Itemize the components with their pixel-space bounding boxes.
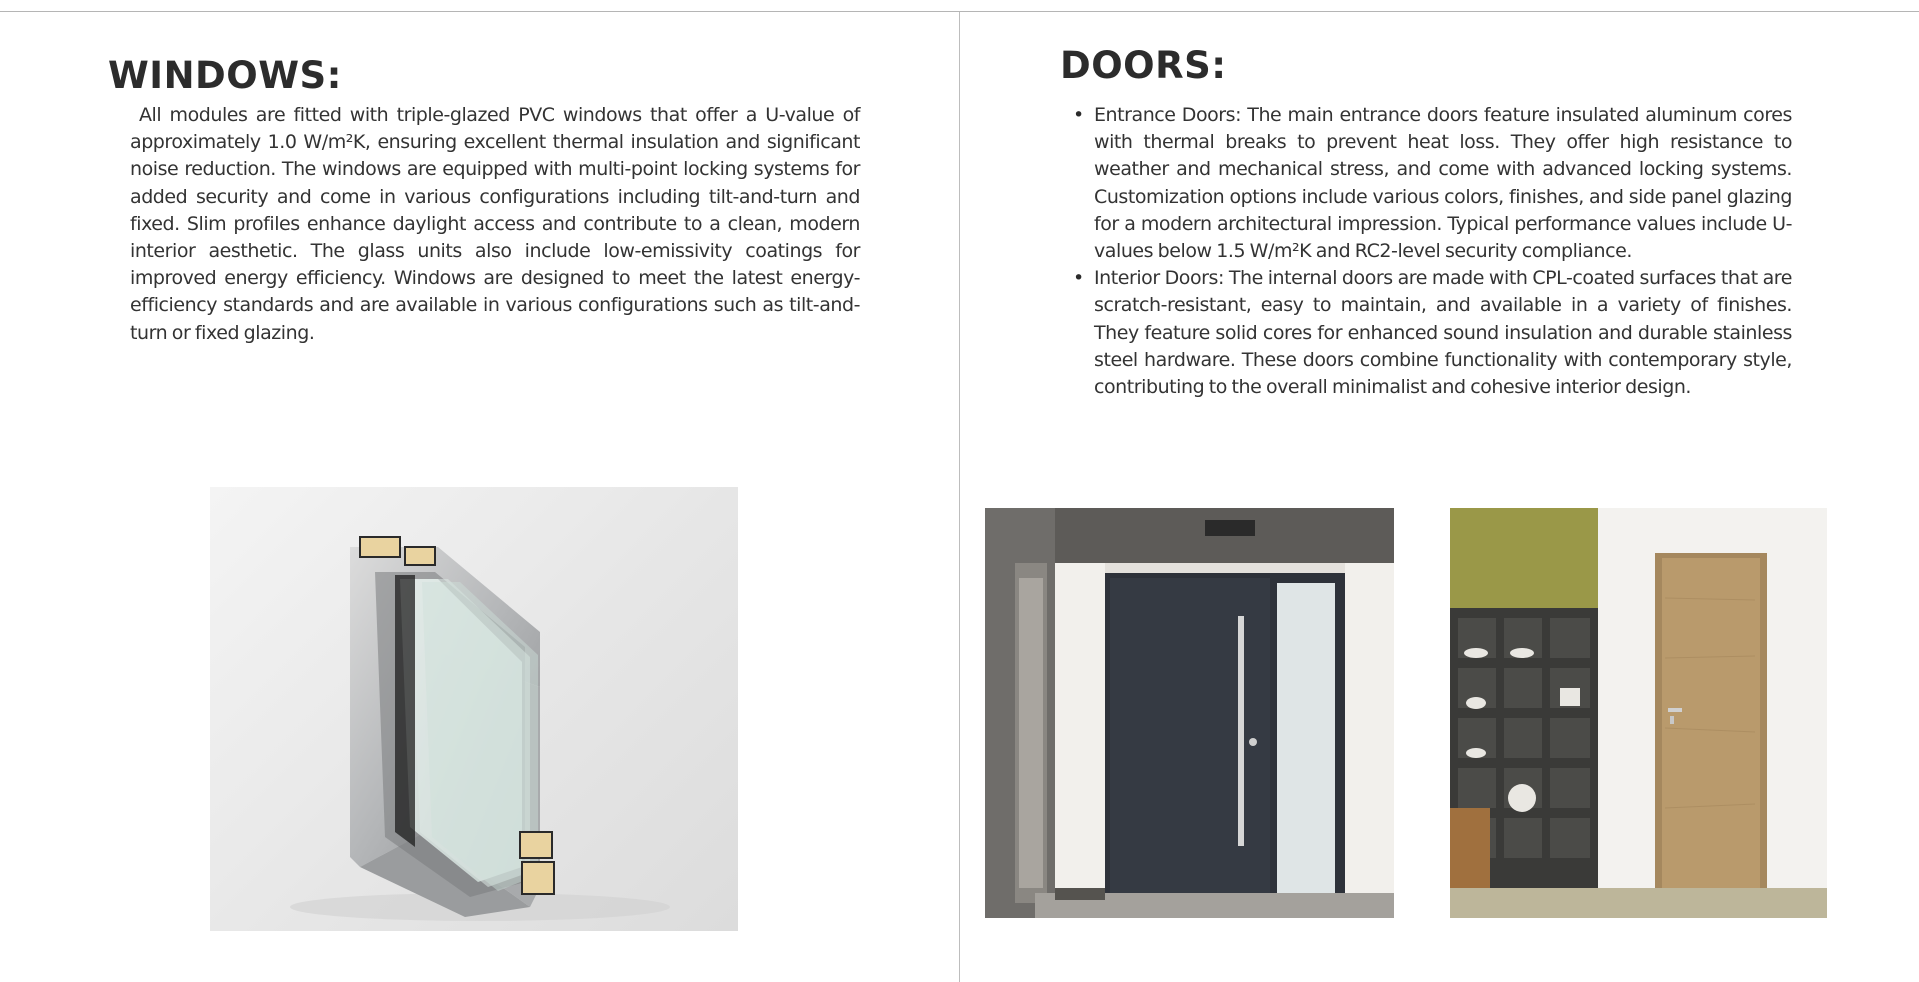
interior-door-photo (1450, 508, 1827, 918)
windows-heading: WINDOWS: (108, 54, 342, 97)
windows-description: All modules are fitted with triple-glazed PVC windows that offer a U-value of approximately 1.0 W/m²K, ensuring excellent thermal insulation and significant noise reduction. The windows are equipped with multi-point locking systems for added security and come in various configurations including tilt-and-turn and fixed. Slim profiles enhance daylight access and contribute to a clean, modern interior aesthetic. The glass units also include low-emissivity coatings for improved energy efficiency. Windows are designed to meet the latest energy-efficiency standards and are available in various configurations such as tilt-and-turn or fixed glazing. (130, 104, 860, 344)
interior-doors-text: Interior Doors: The internal doors are made with CPL-coated surfaces that are scratch-resistant, easy to maintain, and available in a variety of finishes. They feature solid cores for enhanced sound insulation and durable stainless steel hardware. These doors combine functionality with contemporary style, contributing to the overall minimalist and cohesive interior design. (1094, 267, 1792, 399)
doors-list (1070, 102, 1792, 401)
entrance-doors-text: Entrance Doors: The main entrance doors feature insulated aluminum cores with thermal breaks to prevent heat loss. They offer high resistance to weather and mechanical stress, and come with advanced locking systems. Customization options include various colors, finishes, and side panel glazing for a modern architectural impression. Typical performance values include U-values below 1.5 W/m²K and RC2-level security compliance. (1094, 104, 1792, 263)
doors-heading: DOORS: (1060, 44, 1227, 87)
entrance-door-photo (985, 508, 1394, 918)
bullet-icon: • (1073, 267, 1085, 290)
list-item (1070, 102, 1792, 265)
page-spine-divider (959, 12, 960, 982)
window-profile-photo (210, 487, 738, 931)
bullet-icon: • (1073, 104, 1085, 126)
list-item (1070, 265, 1792, 401)
